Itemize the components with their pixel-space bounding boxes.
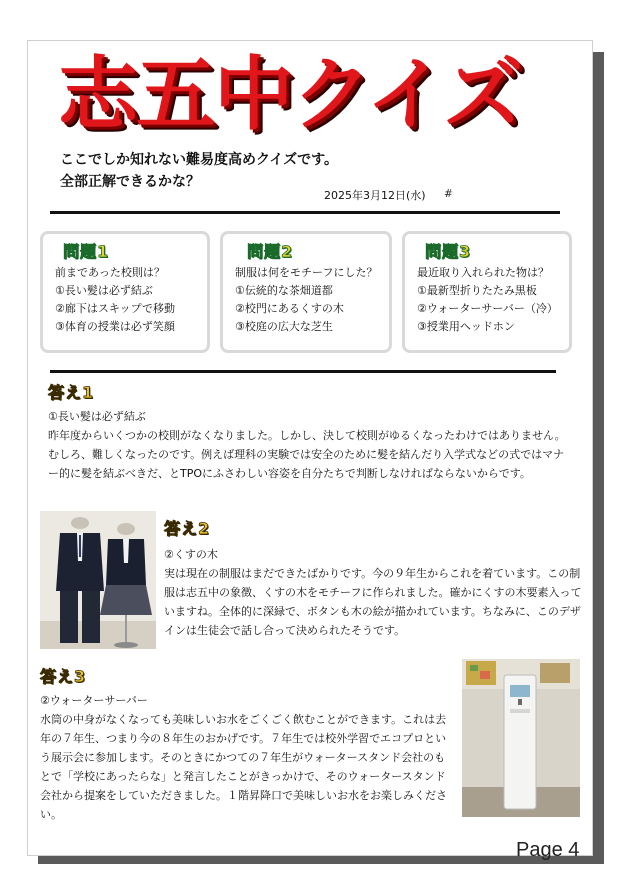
answer-text-3 xyxy=(40,691,456,824)
issue-date: 2025年3月12日(水) xyxy=(324,189,426,202)
newsletter-page xyxy=(27,40,593,861)
water-server-illustration xyxy=(462,659,580,817)
intro-line-1: ここでしか知れない難易度高めクイズです。 xyxy=(60,152,339,168)
redacted-area xyxy=(456,157,574,209)
question-text: 前まであった校則は？ xyxy=(55,266,165,279)
question-box-2 xyxy=(220,231,392,353)
question-heading: 問題3 xyxy=(425,242,472,261)
question-text: 制服は何をモチーフにした？ xyxy=(235,266,378,279)
option: ②ウォーターサーバー（冷） xyxy=(417,302,558,315)
answer-explanation: 実は現在の制服はまだできたばかりです。今の９年生からこれを着ています。この制服は志五中の象徴、くすの木をモチーフに作られました。確かにくすの木要素入っていますね。全体的に深緑で、ボタンも木の絵が描かれています。ちなみに、このデザインは生徒会で話し合って決められたそうです。 xyxy=(164,567,582,637)
page-title: 志五中クイズ xyxy=(58,48,522,141)
question-heading: 問題2 xyxy=(247,242,294,261)
uniform-illustration xyxy=(40,511,156,649)
answer-heading-3: 答え3 xyxy=(40,667,87,686)
option: ②校門にあるくすの木 xyxy=(235,302,344,315)
option: ①伝統的な茶畑道都 xyxy=(235,284,333,297)
answer-text-1 xyxy=(48,407,568,483)
option: ③体育の授業は必ず笑顔 xyxy=(55,320,175,333)
answer-choice: ①長い髪は必ず結ぶ xyxy=(48,410,146,423)
answer-heading-2: 答え2 xyxy=(164,519,211,538)
answer-choice: ②くすの木 xyxy=(164,548,218,561)
intro-line-2: 全部正解できるかな？ xyxy=(60,174,200,190)
uniform-photo xyxy=(40,511,156,649)
answer-explanation: 水筒の中身がなくなっても美味しいお水をごくごく飲むことができます。これは去年の７年生、つまり今の８年生のおかげです。７年生では校外学習でエコプロという展示会に参加します。そのときにかつての７年生がウォータースタンド会社のもとで「学校にあったらな」と発言したことがきっかけで、そのウォータースタンド会社から提案をしていただきました。１階昇降口で美味しいお水をお楽しみください。 xyxy=(40,713,447,821)
option: ①最新型折りたたみ黒板 xyxy=(417,284,537,297)
intro-text xyxy=(60,149,338,193)
question-box-3 xyxy=(402,231,572,353)
page-number: Page 4 xyxy=(516,839,580,861)
question-text: 最近取り入れられた物は？ xyxy=(417,266,549,279)
answer-choice: ②ウォーターサーバー xyxy=(40,694,148,707)
answer-text-2 xyxy=(164,545,582,640)
answer-explanation: 昨年度からいくつかの校則がなくなりました。しかし、決して校則がゆるくなったわけではありません。むしろ、難しくなったのです。例えば理科の実験では安全のために髪を結んだり入学式などの式ではマナー的に髪を結ぶべきだ、とTPOにふさわしい容姿を自分たちで判断しなければならないからです。 xyxy=(48,429,566,480)
answer-heading-1: 答え1 xyxy=(48,383,95,402)
question-box-1 xyxy=(40,231,210,353)
option: ③授業用ヘッドホン xyxy=(417,320,515,333)
water-server-photo xyxy=(462,659,580,817)
question-heading: 問題1 xyxy=(63,242,110,261)
option: ①長い髪は必ず結ぶ xyxy=(55,284,153,297)
date-mark: # xyxy=(444,187,454,200)
divider-top xyxy=(50,211,560,214)
divider-middle xyxy=(50,370,556,373)
option: ③校庭の広大な芝生 xyxy=(235,320,333,333)
option: ②廊下はスキップで移動 xyxy=(55,302,175,315)
